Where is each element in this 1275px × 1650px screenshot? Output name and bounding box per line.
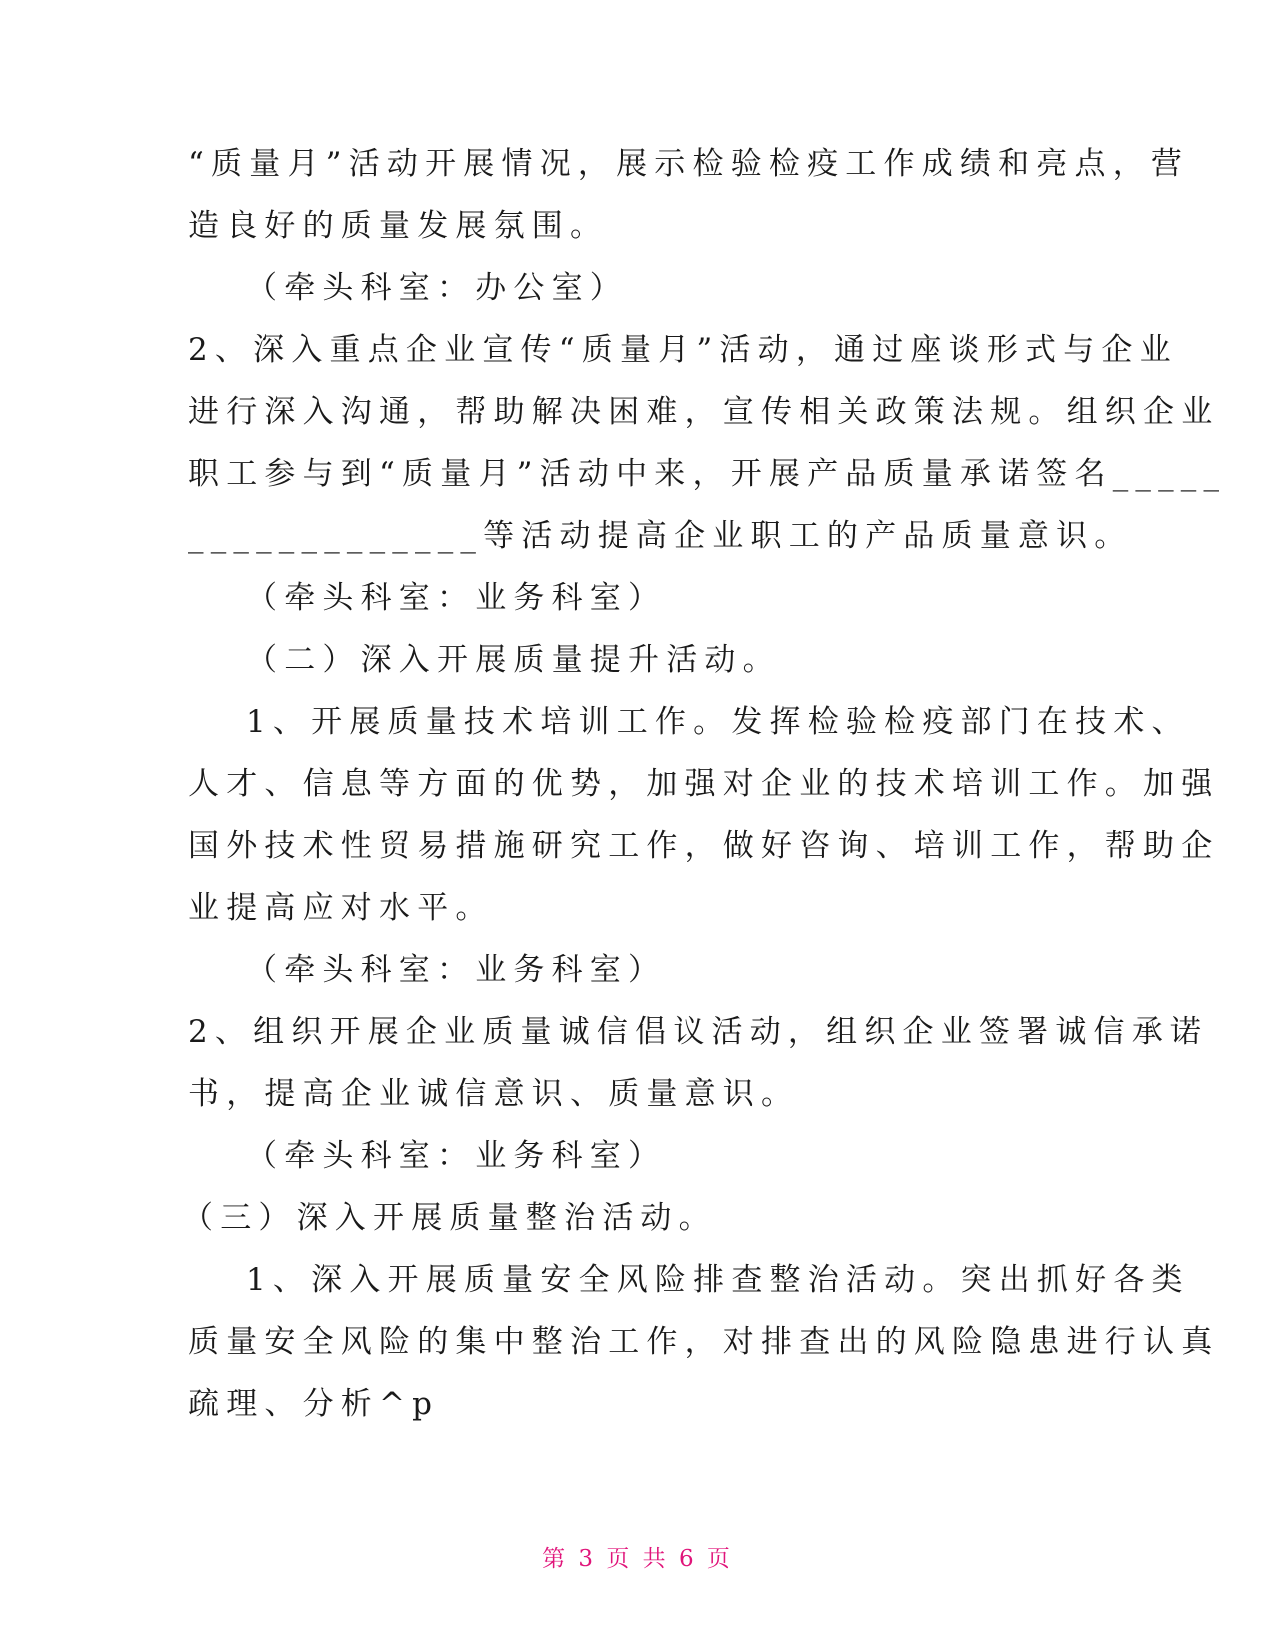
paragraph-line: 2、组织开展企业质量诚信倡议活动，组织企业签署诚信承诺 <box>188 1014 1209 1050</box>
lead-department-note: （牵头科室：办公室） <box>246 270 628 306</box>
lead-department-note: （牵头科室：业务科室） <box>246 952 667 988</box>
paragraph-line: 2、深入重点企业宣传“质量月”活动，通过座谈形式与企业 <box>188 332 1178 368</box>
paragraph-line: 书，提高企业诚信意识、质量意识。 <box>188 1076 800 1112</box>
paragraph-line: 进行深入沟通，帮助解决困难，宣传相关政策法规。组织企业 <box>188 394 1220 430</box>
paragraph-line: 职工参与到“质量月”活动中来，开展产品质量承诺签名_____ <box>188 456 1227 492</box>
paragraph-line: _____________等活动提高企业职工的产品质量意识。 <box>188 518 1133 554</box>
paragraph-line: 人才、信息等方面的优势，加强对企业的技术培训工作。加强 <box>188 766 1220 802</box>
section-heading: （二）深入开展质量提升活动。 <box>246 642 781 678</box>
page-number-footer: 第 3 页 共 6 页 <box>542 1546 733 1572</box>
paragraph-line: 疏理、分析^p <box>188 1386 440 1422</box>
lead-department-note: （牵头科室：业务科室） <box>246 1138 667 1174</box>
paragraph-line: 业提高应对水平。 <box>188 890 494 926</box>
paragraph-line: 国外技术性贸易措施研究工作，做好咨询、培训工作，帮助企 <box>188 828 1220 864</box>
paragraph-line: “质量月”活动开展情况，展示检验检疫工作成绩和亮点，营 <box>188 146 1190 182</box>
paragraph-line: 造良好的质量发展氛围。 <box>188 208 609 244</box>
lead-department-note: （牵头科室：业务科室） <box>246 580 667 616</box>
paragraph-line: 质量安全风险的集中整治工作，对排查出的风险隐患进行认真 <box>188 1324 1220 1360</box>
paragraph-line: 1、开展质量技术培训工作。发挥检验检疫部门在技术、 <box>246 704 1190 740</box>
paragraph-line: 1、深入开展质量安全风险排查整治活动。突出抓好各类 <box>246 1262 1190 1298</box>
section-heading: （三）深入开展质量整治活动。 <box>182 1200 717 1236</box>
